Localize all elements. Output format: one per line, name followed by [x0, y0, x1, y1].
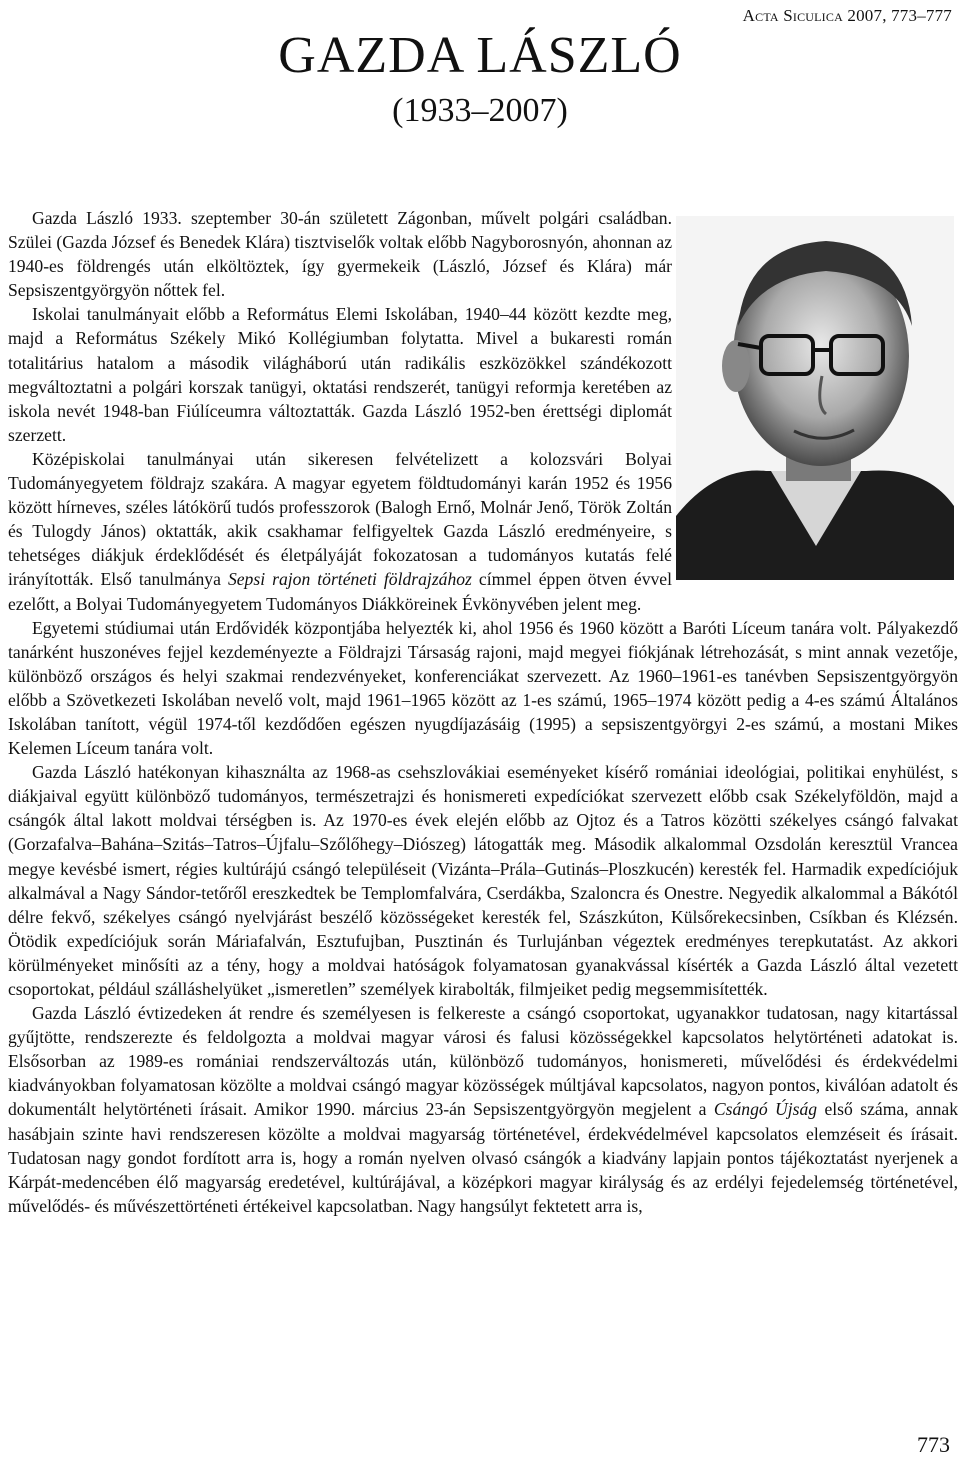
article-title: GAZDA LÁSZLÓ: [278, 27, 682, 84]
italic-title: Sepsi rajon történeti földrajzához: [227, 569, 472, 590]
paragraph: Iskolai tanulmányait előbb a Református Elemi Iskolában, 1940–44 között kezdte meg, majd a Református Székely Mikó Kollégiumban folytatta. Mivel a bukaresti román totalitárius hatalom a második világháború után radikális eszközökkel szándékozott megváltoztatni a polgári korszak tanügyi, oktatási rendszerét, tanügyi reformja keretében az iskola nevét 1948-ban Fiúlíceumra változtatták. Gazda László 1952-ben érettségi diplomát szerzett.: [8, 304, 672, 445]
paragraph: Gazda László 1933. szeptember 30-án született Zágonban, művelt polgári családban. Szülei (Gazda József és Benedek Klára) tisztviselők voltak előbb Nagyborosnyón, ahonnan az 1940-es földrengés után elköltöztek, így gyermekeik (László, József és Klára) már Sepsiszentgyörgyön nőttek fel.: [8, 208, 672, 301]
italic-title: Csángó Újság: [713, 1099, 818, 1120]
paragraph: Gazda László évtizedeken át rendre és személyesen is felkereste a csángó csoportokat, ugyanakkor tudatosan, nagy kitartással gyűjtötte, rendszerezte és feldolgozta a moldvai magyar városi és falusi közösségekkel kapcsolatos helytörténeti adatokat is. Elsősorban az 1989-es romániai rendszerváltozás után, különböző tudományos, honismereti, művelődési és érdekvédelmi kiadványokban folyamatosan közölte a moldvai csángó magyar közösségek múltjával kapcsolatos, nagyon pontos, kiválóan adatolt és dokumentált helytörténeti írásait. Amikor 1990. március 23-án Sepsiszentgyörgyön megjelent a Csángó Újság első száma, annak hasábjain szinte havi rendszeresen közölte a moldvai magyarság történetével, érdekvédelmével kapcsolatos elemzéseit és írásait. Tudatosan nagy gondot fordított arra is, hogy a román nyelven olvasó csángók a kiadvány lapjain pontos tájékoztatást nyerjenek a Kárpát-medencében élő magyarság eredetével, kultúrájával, a középkori magyar királyság és az erdélyi fejedelemség történetével, művelődés- és művészettörténeti értékeivel kapcsolatban. Nagy hangsúlyt fektetett arra is,: [8, 1003, 958, 1216]
journal-header: Acta Siculica 2007, 773–777: [742, 6, 952, 25]
article-body: [8, 206, 958, 1218]
life-dates: (1933–2007): [392, 92, 568, 129]
page-number: 773: [917, 1432, 950, 1457]
paragraph: Egyetemi stúdiumai után Erdővidék központjába helyezték ki, ahol 1956 és 1960 között a Baróti Líceum tanára volt. Pályakezdő tanárként huszonéves fejjel kezdeményezte a Földrajzi Társaság rajoni, majd megyei fiókjának létrehozását, s mint annak vezetője, különböző országos és helyi szakmai rendezvényeket, konferenciákat szervezett. Az 1960–1961-es tanévben Sepsiszentgyörgyön előbb a Szövetkezeti Iskolában nevelő volt, majd 1961–1965 között az 1-es számú, 1965–1974 között pedig a 4-es számú Általános Iskolában tanított, végül 1974-től kezdődően egészen nyugdíjazásáig (1995) a sepsiszentgyörgyi 2-es számú, a mostani Mikes Kelemen Líceum tanára volt.: [8, 617, 958, 759]
paragraph: Gazda László hatékonyan kihasználta az 1968-as csehszlovákiai eseményeket kísérő romániai ideológiai, politikai enyhülést, s diákjaival együtt különböző tudományos, természetrajzi és honismereti expedíciókat szervezett előbb csak Székelyföldön, majd a csángók által lakott moldvai térségben is. Az 1970-es évek elején előbb az Ojtoz és a Tatros közötti székelyes csángó falvakat (Gorzafalva–Bahána–Szitás–Tatros–Újfalu–Szőlőhegy–Diószeg) látogatták meg. Második alkalommal Ozsdolán keresztül Vrancea megye kevésbé ismert, régies kultúrájú csángó településeit (Vizánta–Prála–Gutinás–Ploszkucén) keresték fel. Harmadik expedíciójuk alkalmával a Nagy Sándor-tetőről ereszkedtek be Templomfalvára, Cserdákba, Szaloncra és Onestre. Negyedik alkalommal a Bákótól délre fekvő, székelyes csángó nyelvjárást beszélő közösségeket keresték fel, Szászkúton, Külsőrekecsinben, Csíkban és Klézsén. Ötödik expedíciójuk során Máriafalván, Esztufujban, Pusztinán és Turlujánban végeztek eredményes terepkutatást. Az akkori körülményeket minősíti az a tény, hogy a moldvai hatóságok folyamatosan gyanakvással kísérték a Gazda László által vezetett csoportokat, például szálláshelyüket „ismeretlen” személyek kirabolták, filmjeiket pedig megsemmisítették.: [8, 762, 958, 999]
paragraph: Középiskolai tanulmányai után sikeresen felvételizett a kolozsvári Bolyai Tudományegyetem földrajz szakára. A magyar egyetem földtudományi karán 1952 és 1956 között hírneves, széles látókörű tudós professzorok (Balogh Ernő, Molnár Jenő, Török Zoltán és Tulogdy János) oktatták, akik csakhamar felfigyeltek Gazda László eredményeire, s tehetséges diákjuk érdeklődését és életpályáját fokozatosan a tudományos kutatás felé irányították. Első tanulmánya Sepsi rajon történeti földrajzához címmel éppen ötven évvel ezelőtt, a Bolyai Tudományegyetem Tudományos Diákköreinek Évkönyvében jelent meg.: [8, 448, 672, 614]
